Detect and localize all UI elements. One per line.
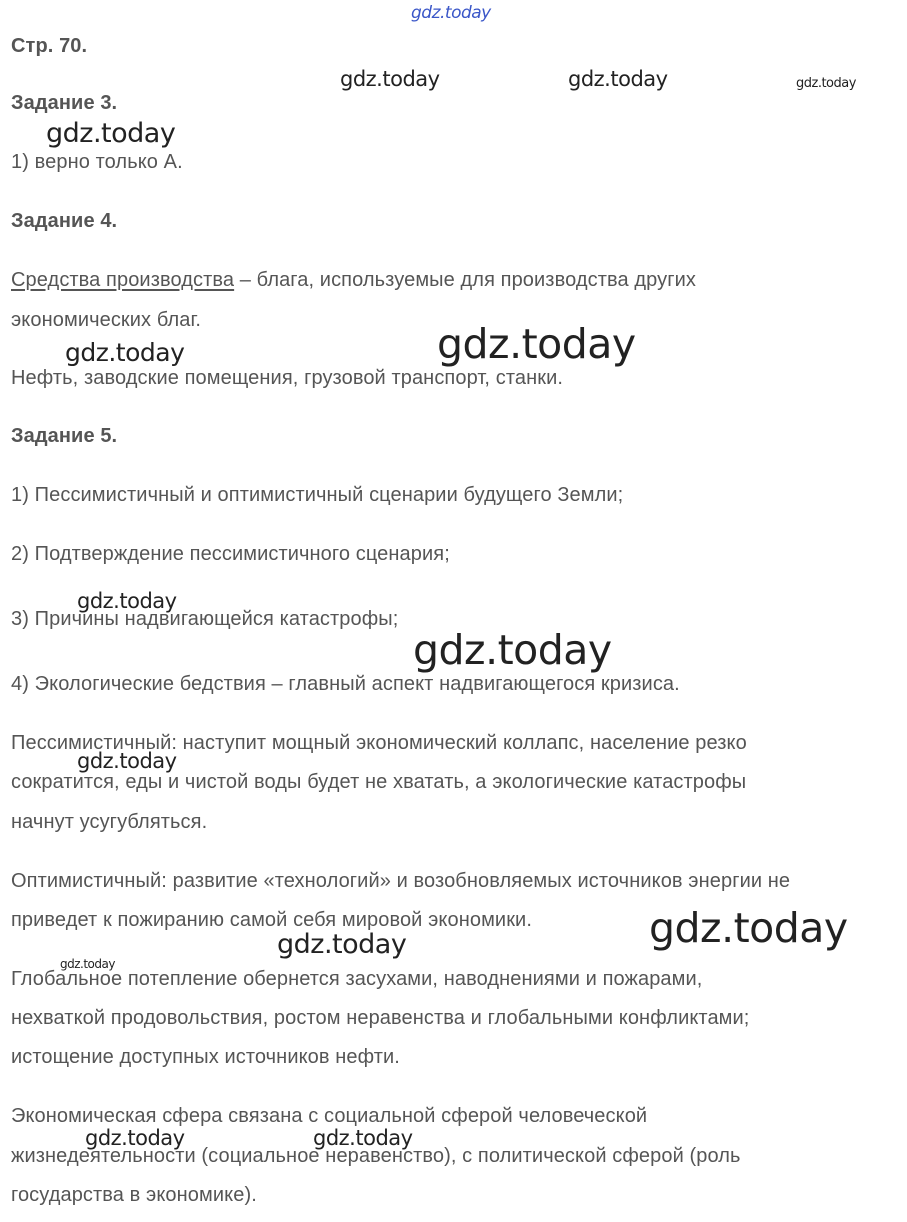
task4-title: Задание 4. [11, 210, 118, 232]
watermark: gdz.today [437, 320, 636, 368]
watermark: gdz.today [568, 67, 668, 91]
task5-point-4: 4) Экологические бедствия – главный аспект надвигающегося кризиса. [11, 673, 680, 695]
watermark: gdz.today [85, 1126, 185, 1150]
task5-warming-3: истощение доступных источников нефти. [11, 1046, 400, 1068]
task5-title: Задание 5. [11, 425, 118, 447]
task4-definition-rest: – блага, используемые для производства других [234, 269, 696, 291]
watermark: gdz.today [77, 749, 177, 773]
task5-warming-2: нехваткой продовольствия, ростом неравенства и глобальными конфликтами; [11, 1007, 750, 1029]
task5-pessimistic-2: сократится, еды и чистой воды будет не хватать, а экологические катастрофы [11, 771, 747, 793]
task5-point-2: 2) Подтверждение пессимистичного сценария; [11, 543, 450, 565]
watermark: gdz.today [313, 1126, 413, 1150]
task5-spheres-1: Экономическая сфера связана с социальной сферой человеческой [11, 1105, 648, 1127]
watermark: gdz.today [277, 929, 407, 960]
watermark: gdz.today [60, 957, 115, 971]
watermark: gdz.today [46, 118, 176, 149]
task4-definition-cont: экономических благ. [11, 309, 202, 331]
watermark: gdz.today [649, 904, 848, 952]
task5-pessimistic-3: начнут усугубляться. [11, 811, 208, 833]
task5-optimistic-1: Оптимистичный: развитие «технологий» и возобновляемых источников энергии не [11, 870, 791, 892]
watermark: gdz.today [413, 626, 612, 674]
page-header: Стр. 70. [11, 35, 88, 57]
watermark: gdz.today [796, 76, 856, 91]
task4-definition [11, 268, 696, 292]
watermark: gdz.today [340, 67, 440, 91]
task3-title: Задание 3. [11, 92, 118, 114]
task5-spheres-3: государства в экономике). [11, 1184, 257, 1206]
task5-point-1: 1) Пессимистичный и оптимистичный сценарии будущего Земли; [11, 484, 624, 506]
task5-optimistic-2: приведет к пожиранию самой себя мировой экономики. [11, 909, 532, 931]
task4-examples: Нефть, заводские помещения, грузовой транспорт, станки. [11, 367, 564, 389]
watermark: gdz.today [65, 338, 185, 367]
task5-spheres-2: жизнедеятельности (социальное неравенство), с политической сферой (роль [11, 1145, 741, 1167]
task4-term: Средства производства [11, 269, 235, 291]
task3-answer: 1) верно только А. [11, 151, 183, 173]
task5-pessimistic-1: Пессимистичный: наступит мощный экономический коллапс, население резко [11, 732, 747, 754]
watermark: gdz.today [77, 589, 177, 613]
task5-warming-1: Глобальное потепление обернется засухами, наводнениями и пожарами, [11, 968, 703, 990]
watermark: gdz.today [411, 3, 491, 23]
task5-point-3: 3) Причины надвигающейся катастрофы; [11, 608, 399, 630]
